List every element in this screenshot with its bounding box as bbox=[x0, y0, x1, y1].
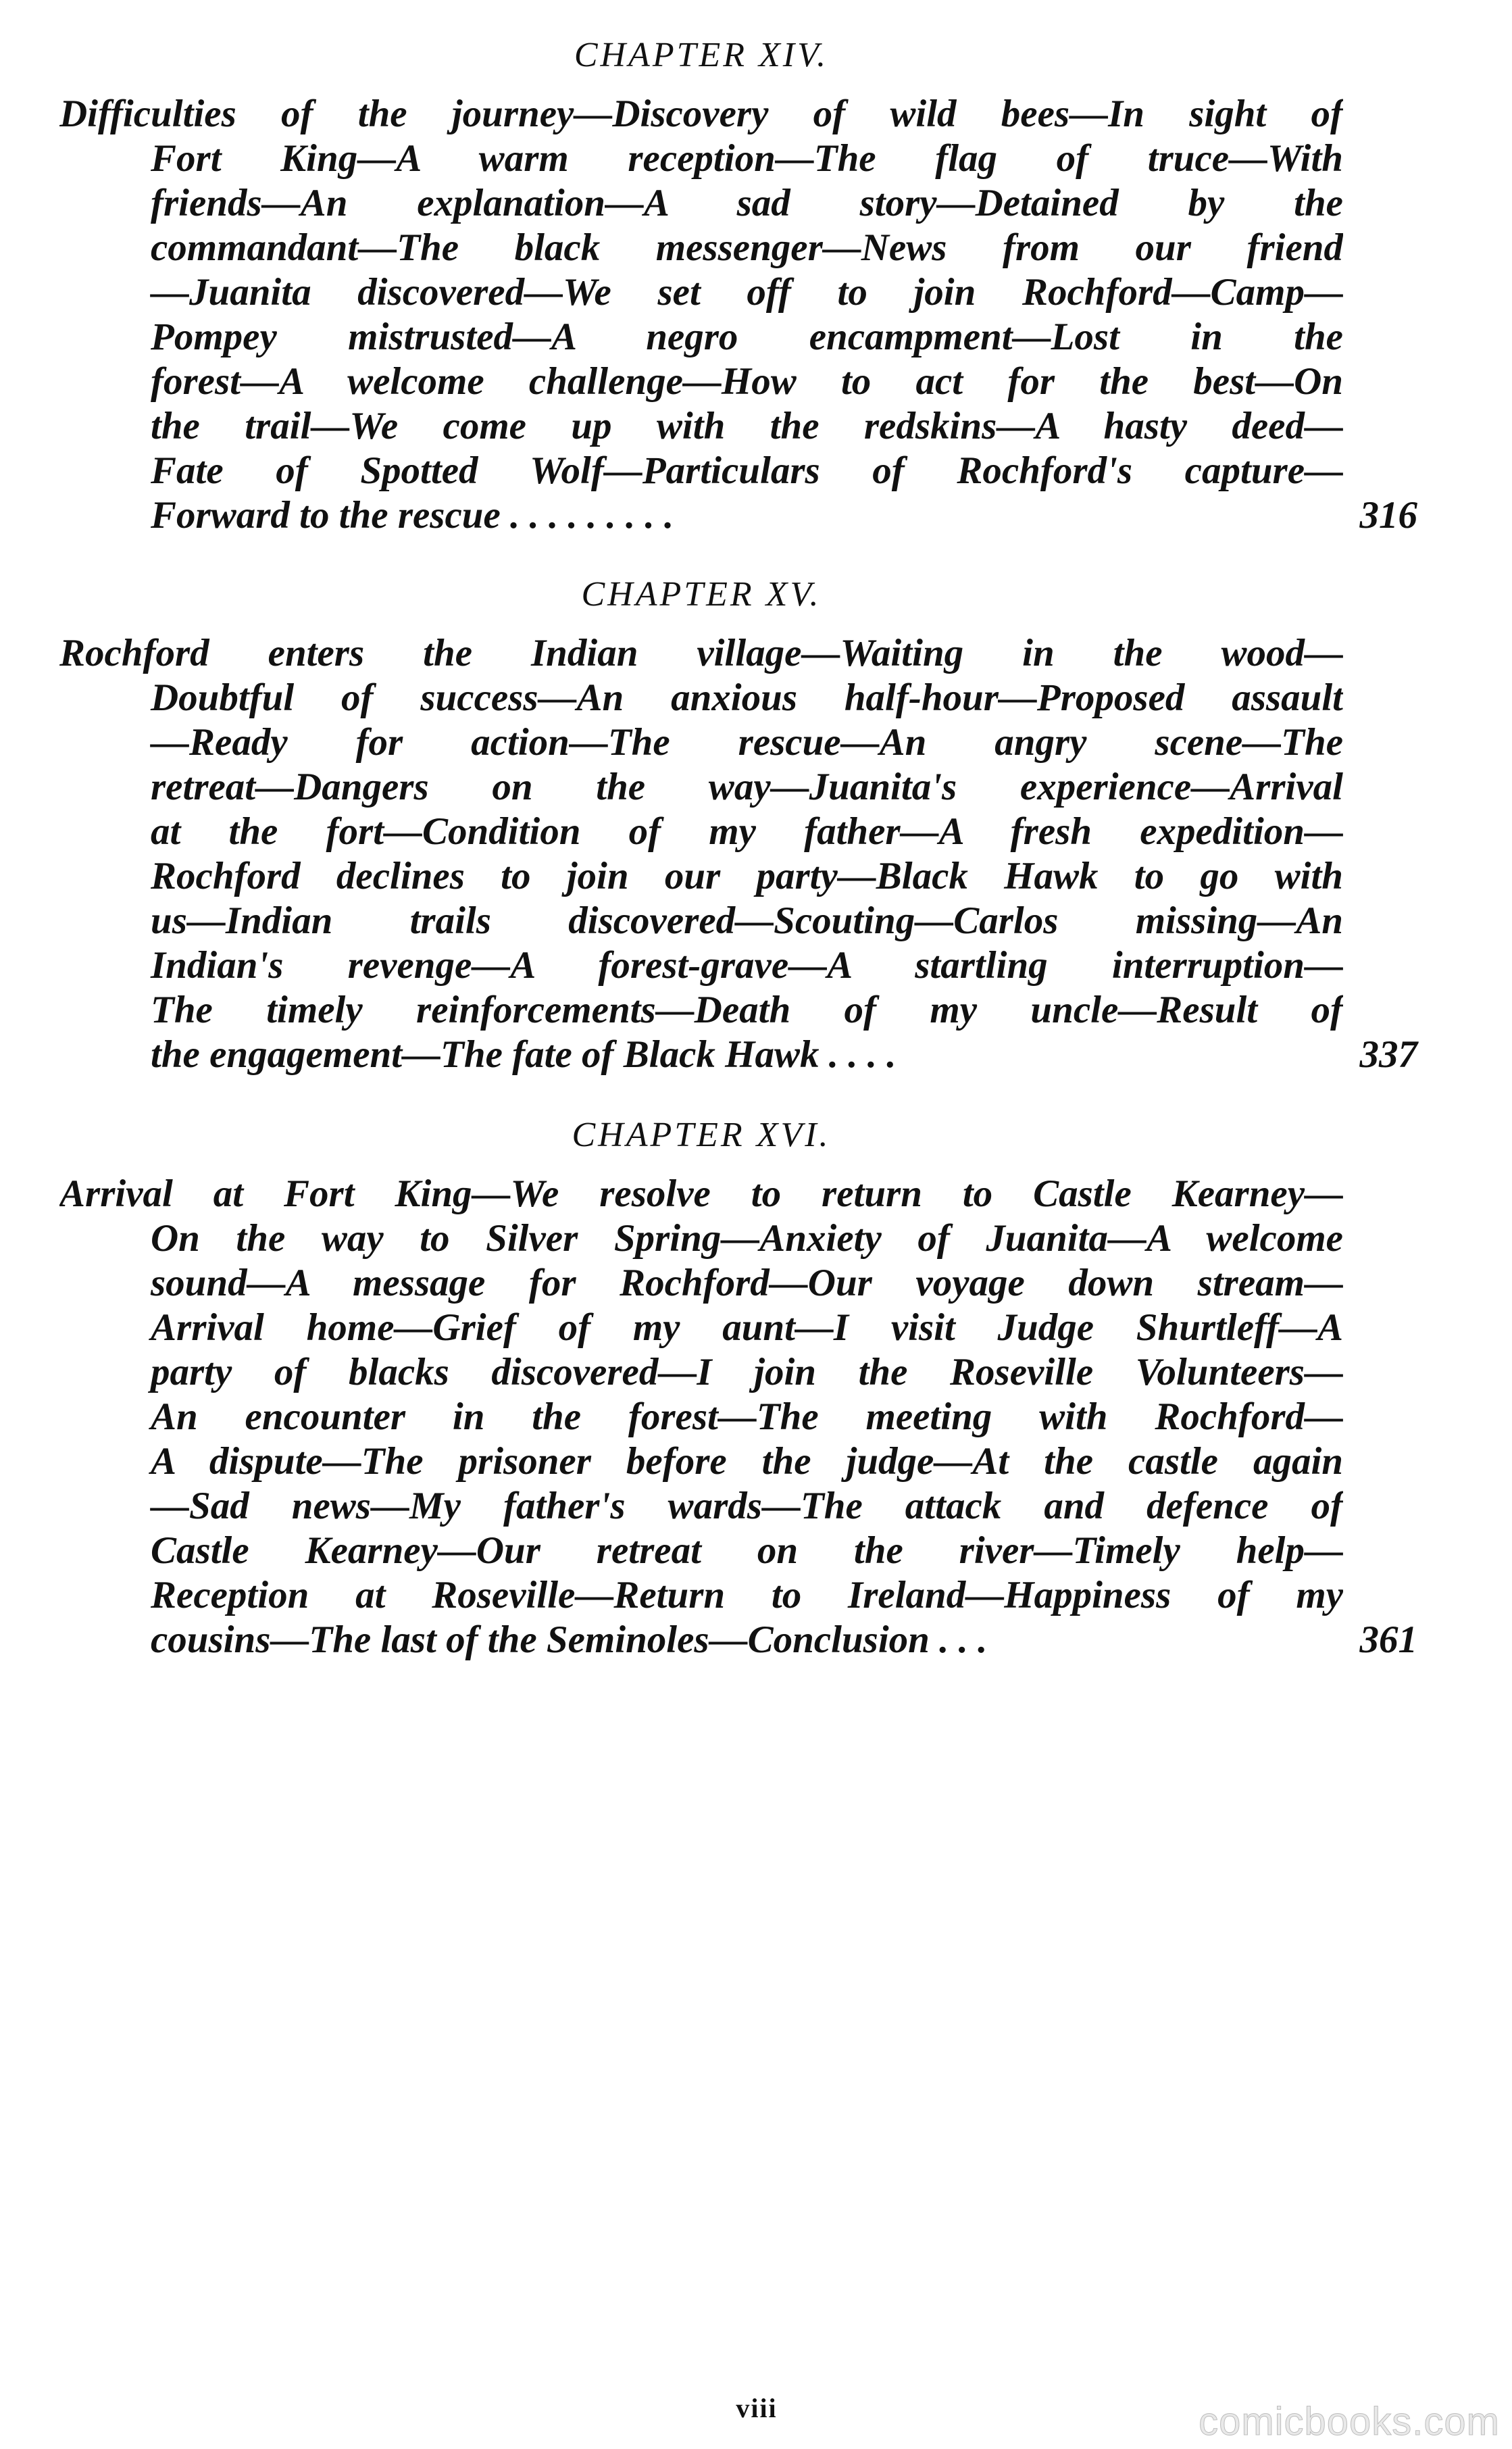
page-number: 361 bbox=[1359, 1618, 1417, 1661]
summary-line: the trail—We come up with the redskins—A hasty deed— bbox=[151, 405, 1343, 447]
chapter-entry-xvi bbox=[59, 1115, 1478, 1662]
summary-line: A dispute—The prisoner before the judge—At the castle again bbox=[151, 1440, 1343, 1483]
summary-line: Arrival at Fort King—We resolve to return to Castle Kearney— bbox=[59, 1172, 1343, 1215]
summary-line: —Juanita discovered—We set off to join Rochford—Camp— bbox=[151, 271, 1343, 314]
page-number: 316 bbox=[1359, 494, 1417, 537]
summary-line: forest—A welcome challenge—How to act for the best—On bbox=[151, 360, 1343, 403]
page-number: 337 bbox=[1359, 1033, 1417, 1076]
summary-last-row bbox=[59, 493, 1417, 538]
summary-line: Reception at Roseville—Return to Ireland—Happiness of my bbox=[151, 1574, 1343, 1616]
summary-line: Forward to the rescue . . . . . . . . . bbox=[151, 494, 674, 537]
summary-line: Fate of Spotted Wolf—Particulars of Rochford's capture— bbox=[151, 449, 1343, 492]
summary-line: Rochford declines to join our party—Black Hawk to go with bbox=[151, 855, 1343, 897]
chapter-heading: CHAPTER XVI. bbox=[572, 1116, 831, 1154]
summary-line: On the way to Silver Spring—Anxiety of Juanita—A welcome bbox=[151, 1217, 1343, 1260]
summary-line: Rochford enters the Indian village—Waiting in the wood— bbox=[59, 632, 1343, 674]
summary-line: Castle Kearney—Our retreat on the river—Timely help— bbox=[151, 1529, 1343, 1572]
chapter-heading: CHAPTER XV. bbox=[581, 575, 822, 614]
summary-last-row bbox=[59, 1033, 1417, 1077]
summary-line: at the fort—Condition of my father—A fresh expedition— bbox=[151, 810, 1343, 853]
folio-number: viii bbox=[736, 2393, 778, 2423]
summary-last-row bbox=[59, 1618, 1417, 1662]
summary-line: An encounter in the forest—The meeting with Rochford— bbox=[151, 1395, 1343, 1438]
summary-line: cousins—The last of the Seminoles—Conclusion . . . bbox=[151, 1618, 988, 1661]
chapter-entry-xv bbox=[59, 574, 1478, 1077]
summary-line: sound—A message for Rochford—Our voyage down stream— bbox=[151, 1262, 1343, 1304]
watermark: comicbooks.com bbox=[1199, 2400, 1500, 2444]
summary-line: commandant—The black messenger—News from our friend bbox=[151, 226, 1343, 269]
chapter-summary bbox=[59, 631, 1417, 1077]
summary-line: party of blacks discovered—I join the Roseville Volunteers— bbox=[151, 1351, 1343, 1393]
summary-line: friends—An explanation—A sad story—Detained by the bbox=[151, 182, 1343, 224]
chapter-summary bbox=[59, 92, 1417, 538]
summary-line: Doubtful of success—An anxious half-hour—Proposed assault bbox=[151, 676, 1343, 719]
summary-line: The timely reinforcements—Death of my uncle—Result of bbox=[151, 989, 1343, 1031]
summary-line: Indian's revenge—A forest-grave—A startling interruption— bbox=[151, 944, 1343, 987]
summary-line: —Ready for action—The rescue—An angry scene—The bbox=[151, 721, 1343, 764]
summary-line: the engagement—The fate of Black Hawk . . . . bbox=[151, 1033, 897, 1076]
summary-line: Fort King—A warm reception—The flag of truce—With bbox=[151, 137, 1343, 180]
chapter-summary bbox=[59, 1172, 1417, 1662]
chapter-heading: CHAPTER XIV. bbox=[574, 36, 829, 74]
summary-line: us—Indian trails discovered—Scouting—Carlos missing—An bbox=[151, 899, 1343, 942]
summary-line: —Sad news—My father's wards—The attack and defence of bbox=[151, 1485, 1343, 1527]
summary-line: Pompey mistrusted—A negro encampment—Lost in the bbox=[151, 316, 1343, 358]
summary-line: Difficulties of the journey—Discovery of wild bees—In sight of bbox=[59, 93, 1343, 135]
chapter-entry-xiv bbox=[59, 35, 1478, 538]
summary-line: Arrival home—Grief of my aunt—I visit Judge Shurtleff—A bbox=[151, 1306, 1343, 1349]
summary-line: retreat—Dangers on the way—Juanita's experience—Arrival bbox=[151, 766, 1343, 808]
